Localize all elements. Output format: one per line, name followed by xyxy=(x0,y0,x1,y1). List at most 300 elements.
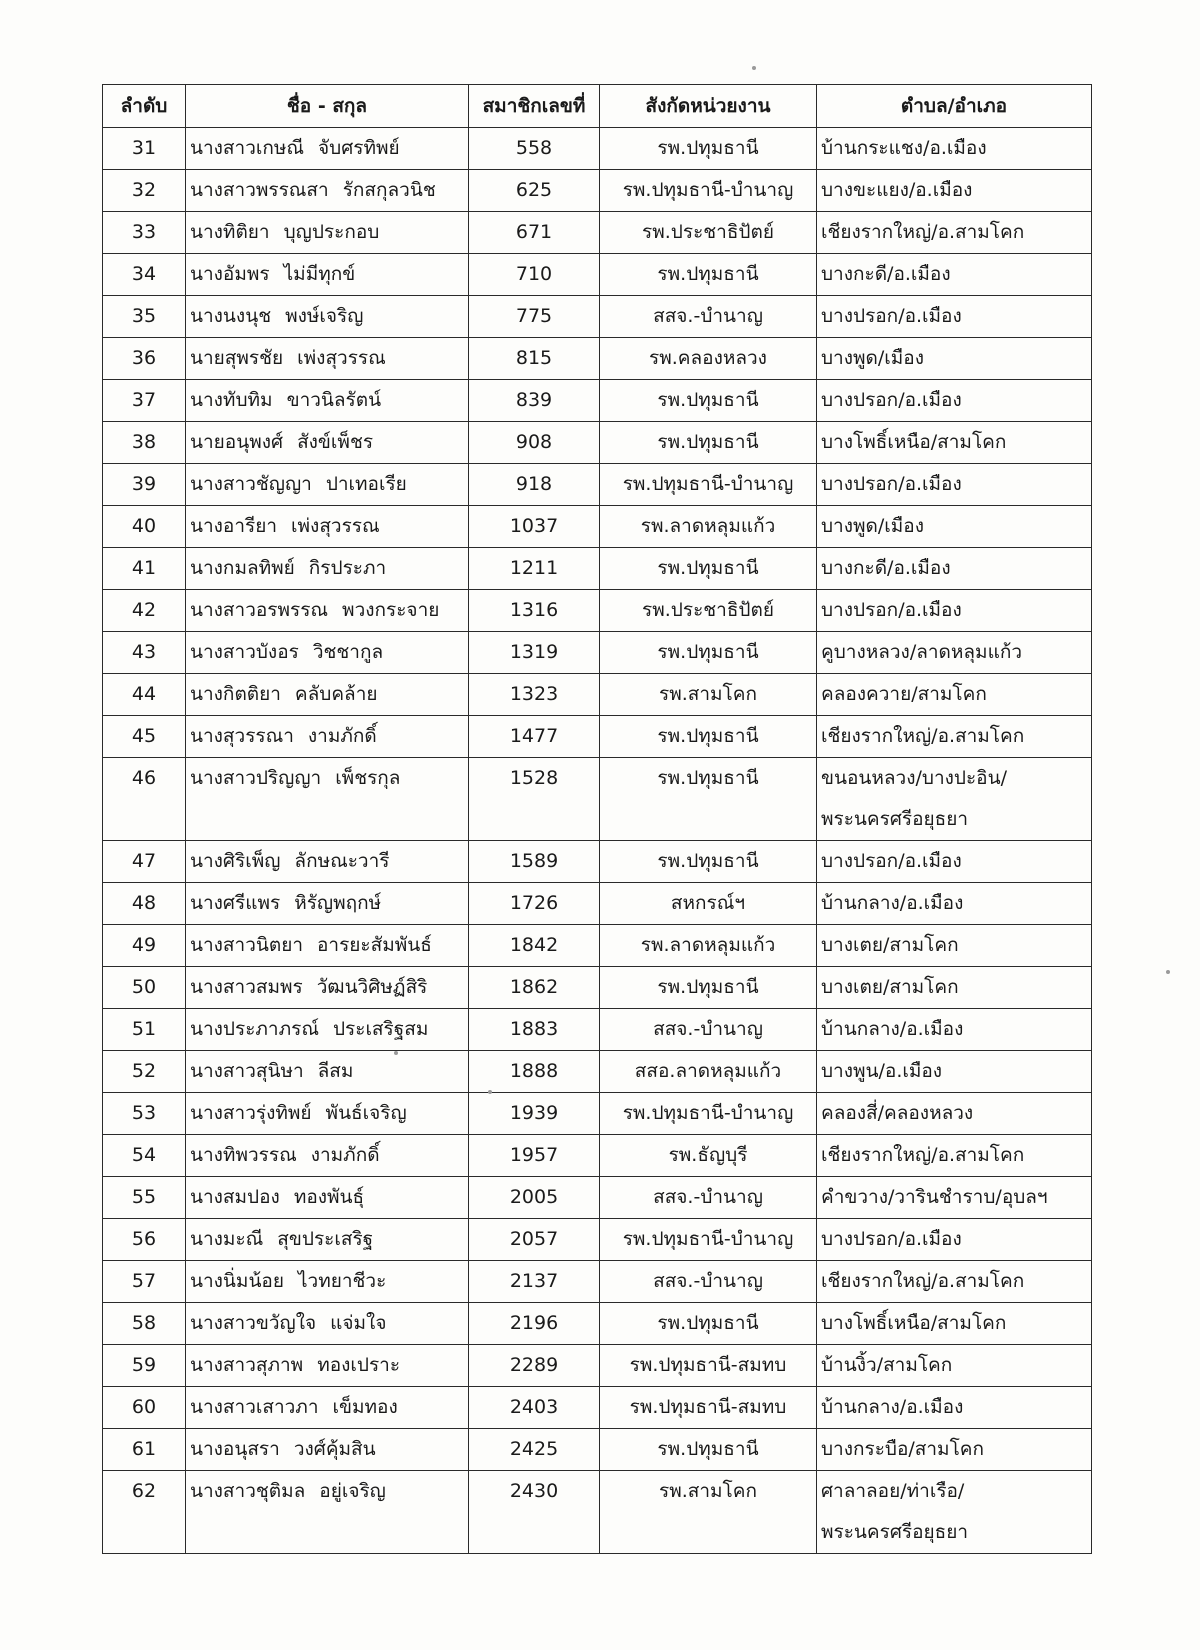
location-line: บางโพธิ์เหนือ/สามโคก xyxy=(821,1312,1007,1334)
member-unit: รพ.ปทุมธานี-บำนาญ xyxy=(600,1219,817,1261)
member-unit: สสอ.ลาดหลุมแก้ว xyxy=(600,1051,817,1093)
member-surname: เพ่งสุวรรณ xyxy=(297,347,386,369)
member-given-name: นางสาวปริญญา xyxy=(190,767,322,789)
member-given-name: นางสาวนิตยา xyxy=(190,934,303,956)
table-row xyxy=(103,506,1092,548)
member-unit: สสจ.-บำนาญ xyxy=(600,1009,817,1051)
member-name xyxy=(186,1051,469,1093)
member-number: 2196 xyxy=(469,1303,600,1345)
member-name xyxy=(186,1345,469,1387)
member-name xyxy=(186,170,469,212)
header-name: ชื่อ - สกุล xyxy=(186,85,469,128)
member-unit: รพ.ปทุมธานี xyxy=(600,422,817,464)
member-surname: พันธ์เจริญ xyxy=(325,1102,407,1124)
member-number: 839 xyxy=(469,380,600,422)
location-line: คลองควาย/สามโคก xyxy=(821,683,987,705)
location-line: คลองสี่/คลองหลวง xyxy=(821,1102,974,1124)
table-row xyxy=(103,716,1092,758)
location-line: เชียงรากใหญ่/อ.สามโคก xyxy=(821,221,1025,243)
member-surname: เพ็ชรกุล xyxy=(335,767,401,789)
member-unit: รพ.ธัญบุรี xyxy=(600,1135,817,1177)
member-number: 1528 xyxy=(469,758,600,841)
member-surname: สุขประเสริฐ xyxy=(277,1228,374,1250)
member-location xyxy=(817,506,1092,548)
member-location xyxy=(817,1219,1092,1261)
table-row xyxy=(103,841,1092,883)
member-unit: รพ.คลองหลวง xyxy=(600,338,817,380)
scan-speck xyxy=(394,1051,398,1055)
member-surname: งามภักดิ์ xyxy=(307,725,377,747)
table-row xyxy=(103,380,1092,422)
member-unit: รพ.ปทุมธานี-สมทบ xyxy=(600,1387,817,1429)
member-number: 625 xyxy=(469,170,600,212)
member-location xyxy=(817,758,1092,841)
member-location xyxy=(817,1303,1092,1345)
member-name xyxy=(186,1135,469,1177)
member-surname: วัฒนวิศิษฏ์สิริ xyxy=(316,976,428,998)
member-number: 2057 xyxy=(469,1219,600,1261)
member-number: 558 xyxy=(469,128,600,170)
location-line: บางปรอก/อ.เมือง xyxy=(821,1228,962,1250)
location-line: พระนครศรีอยุธยา xyxy=(821,808,969,830)
member-number: 1842 xyxy=(469,925,600,967)
member-given-name: นางสาวสมพร xyxy=(190,976,303,998)
member-surname: สังข์เพ็ชร xyxy=(297,431,374,453)
member-location xyxy=(817,883,1092,925)
member-surname: เพ่งสุวรรณ xyxy=(291,515,380,537)
member-name xyxy=(186,506,469,548)
member-name xyxy=(186,422,469,464)
member-surname: จับศรทิพย์ xyxy=(318,137,400,159)
member-surname: ลีสม xyxy=(317,1060,354,1082)
member-location xyxy=(817,1177,1092,1219)
row-number: 49 xyxy=(103,925,186,967)
member-name xyxy=(186,1009,469,1051)
member-surname: อยู่เจริญ xyxy=(319,1480,386,1502)
member-given-name: นายอนุพงศ์ xyxy=(190,431,284,453)
member-number: 1883 xyxy=(469,1009,600,1051)
member-location xyxy=(817,296,1092,338)
member-location xyxy=(817,1345,1092,1387)
scan-speck xyxy=(1166,970,1170,974)
member-unit: รพ.ปทุมธานี xyxy=(600,632,817,674)
row-number: 33 xyxy=(103,212,186,254)
member-given-name: นางศิริเพ็ญ xyxy=(190,850,281,872)
location-line: บางกระบือ/สามโคก xyxy=(821,1438,985,1460)
table-row xyxy=(103,1135,1092,1177)
row-number: 36 xyxy=(103,338,186,380)
scan-speck xyxy=(488,1090,492,1094)
member-location xyxy=(817,1471,1092,1554)
location-line: บางโพธิ์เหนือ/สามโคก xyxy=(821,431,1007,453)
member-name xyxy=(186,590,469,632)
member-unit: สหกรณ์ฯ xyxy=(600,883,817,925)
member-surname: ไวทยาชีวะ xyxy=(297,1270,387,1292)
location-line: บางปรอก/อ.เมือง xyxy=(821,305,962,327)
member-given-name: นางอนุสรา xyxy=(190,1438,280,1460)
row-number: 40 xyxy=(103,506,186,548)
table-row xyxy=(103,925,1092,967)
member-given-name: นางสาวรุ่งทิพย์ xyxy=(190,1102,312,1124)
member-given-name: นางกมลทิพย์ xyxy=(190,557,295,579)
member-given-name: นางสาวพรรณสา xyxy=(190,179,329,201)
row-number: 50 xyxy=(103,967,186,1009)
member-unit: รพ.ประชาธิปัตย์ xyxy=(600,212,817,254)
member-table xyxy=(102,84,1092,1554)
table-body xyxy=(103,128,1092,1554)
table-row xyxy=(103,212,1092,254)
member-name xyxy=(186,1093,469,1135)
location-line: ศาลาลอย/ท่าเรือ/ xyxy=(821,1480,965,1502)
member-given-name: นางสาวบังอร xyxy=(190,641,299,663)
member-given-name: นางสมปอง xyxy=(190,1186,280,1208)
row-number: 48 xyxy=(103,883,186,925)
location-line: เชียงรากใหญ่/อ.สามโคก xyxy=(821,725,1025,747)
member-location xyxy=(817,380,1092,422)
row-number: 31 xyxy=(103,128,186,170)
member-unit: รพ.ปทุมธานี xyxy=(600,380,817,422)
row-number: 60 xyxy=(103,1387,186,1429)
row-number: 56 xyxy=(103,1219,186,1261)
location-line: บ้านกลาง/อ.เมือง xyxy=(821,1396,964,1418)
member-name xyxy=(186,716,469,758)
member-location xyxy=(817,1429,1092,1471)
table-row xyxy=(103,1387,1092,1429)
member-number: 1319 xyxy=(469,632,600,674)
member-name xyxy=(186,967,469,1009)
member-given-name: นางนงนุช xyxy=(190,305,272,327)
member-given-name: นางสาวสุภาพ xyxy=(190,1354,304,1376)
row-number: 46 xyxy=(103,758,186,841)
table-row xyxy=(103,1261,1092,1303)
member-surname: แจ่มใจ xyxy=(330,1312,387,1334)
member-surname: ทองเปราะ xyxy=(317,1354,401,1376)
member-location xyxy=(817,1387,1092,1429)
member-unit: รพ.ปทุมธานี-บำนาญ xyxy=(600,464,817,506)
member-given-name: นางนิ่มน้อย xyxy=(190,1270,284,1292)
member-location xyxy=(817,1093,1092,1135)
table-row xyxy=(103,1009,1092,1051)
member-unit: รพ.ลาดหลุมแก้ว xyxy=(600,925,817,967)
member-unit: รพ.ปทุมธานี-สมทบ xyxy=(600,1345,817,1387)
member-location xyxy=(817,925,1092,967)
member-unit: รพ.ปทุมธานี xyxy=(600,128,817,170)
member-number: 2289 xyxy=(469,1345,600,1387)
header-unit: สังกัดหน่วยงาน xyxy=(600,85,817,128)
member-location xyxy=(817,212,1092,254)
member-location xyxy=(817,590,1092,632)
member-surname: รักสกุลวนิช xyxy=(342,179,436,201)
member-number: 1037 xyxy=(469,506,600,548)
member-unit: รพ.สามโคก xyxy=(600,1471,817,1554)
header-location: ตำบล/อำเภอ xyxy=(817,85,1092,128)
table-row xyxy=(103,1093,1092,1135)
member-number: 671 xyxy=(469,212,600,254)
table-row xyxy=(103,883,1092,925)
member-surname: วิชชากูล xyxy=(312,641,384,663)
member-surname: กิรประภา xyxy=(308,557,387,579)
location-line: บางกะดี/อ.เมือง xyxy=(821,557,951,579)
member-name xyxy=(186,1471,469,1554)
member-surname: ประเสริฐสม xyxy=(332,1018,429,1040)
member-number: 815 xyxy=(469,338,600,380)
location-line: บางเตย/สามโคก xyxy=(821,976,959,998)
member-name xyxy=(186,338,469,380)
member-surname: ปาเทอเรีย xyxy=(325,473,407,495)
table-row xyxy=(103,590,1092,632)
row-number: 58 xyxy=(103,1303,186,1345)
location-line: บ้านกระแชง/อ.เมือง xyxy=(821,137,987,159)
member-location xyxy=(817,1261,1092,1303)
member-surname: งามภักดิ์ xyxy=(310,1144,380,1166)
member-given-name: นางสาวชุติมล xyxy=(190,1480,306,1502)
member-given-name: นางสาวขวัญใจ xyxy=(190,1312,317,1334)
member-surname: วงศ์คุ้มสิน xyxy=(293,1438,376,1460)
location-line: บางขะแยง/อ.เมือง xyxy=(821,179,973,201)
member-location xyxy=(817,128,1092,170)
member-location xyxy=(817,170,1092,212)
member-given-name: นางสาวชัญญา xyxy=(190,473,312,495)
member-number: 1316 xyxy=(469,590,600,632)
member-surname: คลับคล้าย xyxy=(294,683,378,705)
member-number: 2403 xyxy=(469,1387,600,1429)
member-name xyxy=(186,464,469,506)
member-name xyxy=(186,1219,469,1261)
member-unit: รพ.ปทุมธานี xyxy=(600,1303,817,1345)
row-number: 43 xyxy=(103,632,186,674)
member-number: 710 xyxy=(469,254,600,296)
row-number: 41 xyxy=(103,548,186,590)
location-line: บ้านกลาง/อ.เมือง xyxy=(821,892,964,914)
member-surname: ไม่มีทุกข์ xyxy=(283,263,356,285)
row-number: 55 xyxy=(103,1177,186,1219)
row-number: 44 xyxy=(103,674,186,716)
location-line: บ้านกลาง/อ.เมือง xyxy=(821,1018,964,1040)
member-name xyxy=(186,883,469,925)
member-given-name: นางสาวสุนิษา xyxy=(190,1060,304,1082)
header-row xyxy=(103,85,1092,128)
member-name xyxy=(186,841,469,883)
member-surname: พวงกระจาย xyxy=(342,599,440,621)
member-surname: ขาวนิลรัตน์ xyxy=(286,389,382,411)
location-line: บางพูน/อ.เมือง xyxy=(821,1060,943,1082)
member-unit: รพ.ปทุมธานี-บำนาญ xyxy=(600,1093,817,1135)
member-given-name: นางมะณี xyxy=(190,1228,264,1250)
member-given-name: นางสาวเกษณี xyxy=(190,137,305,159)
row-number: 45 xyxy=(103,716,186,758)
table-row xyxy=(103,254,1092,296)
row-number: 38 xyxy=(103,422,186,464)
member-name xyxy=(186,212,469,254)
member-unit: รพ.ลาดหลุมแก้ว xyxy=(600,506,817,548)
row-number: 54 xyxy=(103,1135,186,1177)
member-number: 1211 xyxy=(469,548,600,590)
member-name xyxy=(186,674,469,716)
member-surname: หิรัญพฤกษ์ xyxy=(294,892,382,914)
member-given-name: นางประภาภรณ์ xyxy=(190,1018,319,1040)
member-number: 1477 xyxy=(469,716,600,758)
member-given-name: นางทับทิม xyxy=(190,389,273,411)
member-location xyxy=(817,254,1092,296)
row-number: 52 xyxy=(103,1051,186,1093)
member-number: 2430 xyxy=(469,1471,600,1554)
member-location xyxy=(817,674,1092,716)
member-name xyxy=(186,925,469,967)
table-row xyxy=(103,548,1092,590)
location-line: เชียงรากใหญ่/อ.สามโคก xyxy=(821,1270,1025,1292)
table-row xyxy=(103,1429,1092,1471)
table-row xyxy=(103,1177,1092,1219)
member-name xyxy=(186,1429,469,1471)
location-line: บางปรอก/อ.เมือง xyxy=(821,473,962,495)
location-line: บางกะดี/อ.เมือง xyxy=(821,263,951,285)
member-given-name: นางสาวเสาวภา xyxy=(190,1396,319,1418)
member-unit: รพ.ปทุมธานี xyxy=(600,1429,817,1471)
member-given-name: นางสุวรรณา xyxy=(190,725,294,747)
member-surname: บุญประกอบ xyxy=(283,221,380,243)
member-unit: สสจ.-บำนาญ xyxy=(600,1177,817,1219)
member-given-name: นางอารียา xyxy=(190,515,278,537)
row-number: 37 xyxy=(103,380,186,422)
table-row xyxy=(103,1303,1092,1345)
member-unit: รพ.ปทุมธานี xyxy=(600,716,817,758)
table-row xyxy=(103,128,1092,170)
row-number: 42 xyxy=(103,590,186,632)
row-number: 57 xyxy=(103,1261,186,1303)
member-number: 1957 xyxy=(469,1135,600,1177)
table-row xyxy=(103,338,1092,380)
member-name xyxy=(186,1303,469,1345)
member-location xyxy=(817,1009,1092,1051)
table-row xyxy=(103,170,1092,212)
member-name xyxy=(186,1177,469,1219)
member-unit: รพ.ปทุมธานี xyxy=(600,841,817,883)
member-number: 1888 xyxy=(469,1051,600,1093)
location-line: บ้านงิ้ว/สามโคก xyxy=(821,1354,953,1376)
row-number: 47 xyxy=(103,841,186,883)
member-number: 1862 xyxy=(469,967,600,1009)
member-surname: ลักษณะวารี xyxy=(294,850,390,872)
member-surname: พงษ์เจริญ xyxy=(285,305,364,327)
member-number: 1939 xyxy=(469,1093,600,1135)
member-unit: รพ.ประชาธิปัตย์ xyxy=(600,590,817,632)
table-header xyxy=(103,85,1092,128)
row-number: 32 xyxy=(103,170,186,212)
table-row xyxy=(103,1051,1092,1093)
member-given-name: นางกิตติยา xyxy=(190,683,281,705)
member-name xyxy=(186,1387,469,1429)
member-unit: รพ.ปทุมธานี-บำนาญ xyxy=(600,170,817,212)
row-number: 61 xyxy=(103,1429,186,1471)
member-surname: เข็มทอง xyxy=(332,1396,398,1418)
location-line: คูบางหลวง/ลาดหลุมแก้ว xyxy=(821,641,1022,663)
member-number: 918 xyxy=(469,464,600,506)
member-given-name: นางทิติยา xyxy=(190,221,270,243)
row-number: 59 xyxy=(103,1345,186,1387)
table-row xyxy=(103,1471,1092,1554)
header-no: ลำดับ xyxy=(103,85,186,128)
member-location xyxy=(817,967,1092,1009)
member-location xyxy=(817,338,1092,380)
table-row xyxy=(103,674,1092,716)
location-line: บางปรอก/อ.เมือง xyxy=(821,389,962,411)
member-number: 2005 xyxy=(469,1177,600,1219)
member-name xyxy=(186,296,469,338)
member-unit: รพ.สามโคก xyxy=(600,674,817,716)
header-member-no: สมาชิกเลขที่ xyxy=(469,85,600,128)
member-name xyxy=(186,254,469,296)
member-number: 1589 xyxy=(469,841,600,883)
member-surname: ทองพันธุ์ xyxy=(293,1186,365,1208)
member-unit: สสจ.-บำนาญ xyxy=(600,1261,817,1303)
member-given-name: นางอัมพร xyxy=(190,263,270,285)
member-unit: สสจ.-บำนาญ xyxy=(600,296,817,338)
location-line: คำขวาง/วารินชำราบ/อุบลฯ xyxy=(821,1186,1048,1208)
location-line: ขนอนหลวง/บางปะอิน/ xyxy=(821,767,1007,789)
member-location xyxy=(817,632,1092,674)
member-given-name: นางสาวอรพรรณ xyxy=(190,599,329,621)
row-number: 62 xyxy=(103,1471,186,1554)
location-line: บางปรอก/อ.เมือง xyxy=(821,850,962,872)
member-number: 2425 xyxy=(469,1429,600,1471)
table-row xyxy=(103,464,1092,506)
table-row xyxy=(103,1345,1092,1387)
location-line: บางพูด/เมือง xyxy=(821,515,924,537)
location-line: บางปรอก/อ.เมือง xyxy=(821,599,962,621)
member-number: 908 xyxy=(469,422,600,464)
member-name xyxy=(186,128,469,170)
member-name xyxy=(186,548,469,590)
member-location xyxy=(817,1135,1092,1177)
table-row xyxy=(103,1219,1092,1261)
member-location xyxy=(817,1051,1092,1093)
member-location xyxy=(817,548,1092,590)
member-location xyxy=(817,841,1092,883)
table-row xyxy=(103,422,1092,464)
member-name xyxy=(186,1261,469,1303)
member-surname: อารยะสัมพันธ์ xyxy=(317,934,432,956)
member-given-name: นางทิพวรรณ xyxy=(190,1144,297,1166)
member-unit: รพ.ปทุมธานี xyxy=(600,254,817,296)
member-unit: รพ.ปทุมธานี xyxy=(600,548,817,590)
member-number: 1323 xyxy=(469,674,600,716)
scan-speck xyxy=(752,66,756,70)
member-number: 1726 xyxy=(469,883,600,925)
member-unit: รพ.ปทุมธานี xyxy=(600,967,817,1009)
row-number: 34 xyxy=(103,254,186,296)
member-name xyxy=(186,380,469,422)
member-location xyxy=(817,422,1092,464)
table-row xyxy=(103,758,1092,841)
member-location xyxy=(817,464,1092,506)
table-row xyxy=(103,296,1092,338)
member-name xyxy=(186,632,469,674)
row-number: 35 xyxy=(103,296,186,338)
row-number: 39 xyxy=(103,464,186,506)
table-row xyxy=(103,632,1092,674)
row-number: 53 xyxy=(103,1093,186,1135)
location-line: บางเตย/สามโคก xyxy=(821,934,959,956)
member-unit: รพ.ปทุมธานี xyxy=(600,758,817,841)
location-line: พระนครศรีอยุธยา xyxy=(821,1521,969,1543)
table-row xyxy=(103,967,1092,1009)
location-line: เชียงรากใหญ่/อ.สามโคก xyxy=(821,1144,1025,1166)
location-line: บางพูด/เมือง xyxy=(821,347,924,369)
member-number: 2137 xyxy=(469,1261,600,1303)
row-number: 51 xyxy=(103,1009,186,1051)
member-location xyxy=(817,716,1092,758)
member-name xyxy=(186,758,469,841)
